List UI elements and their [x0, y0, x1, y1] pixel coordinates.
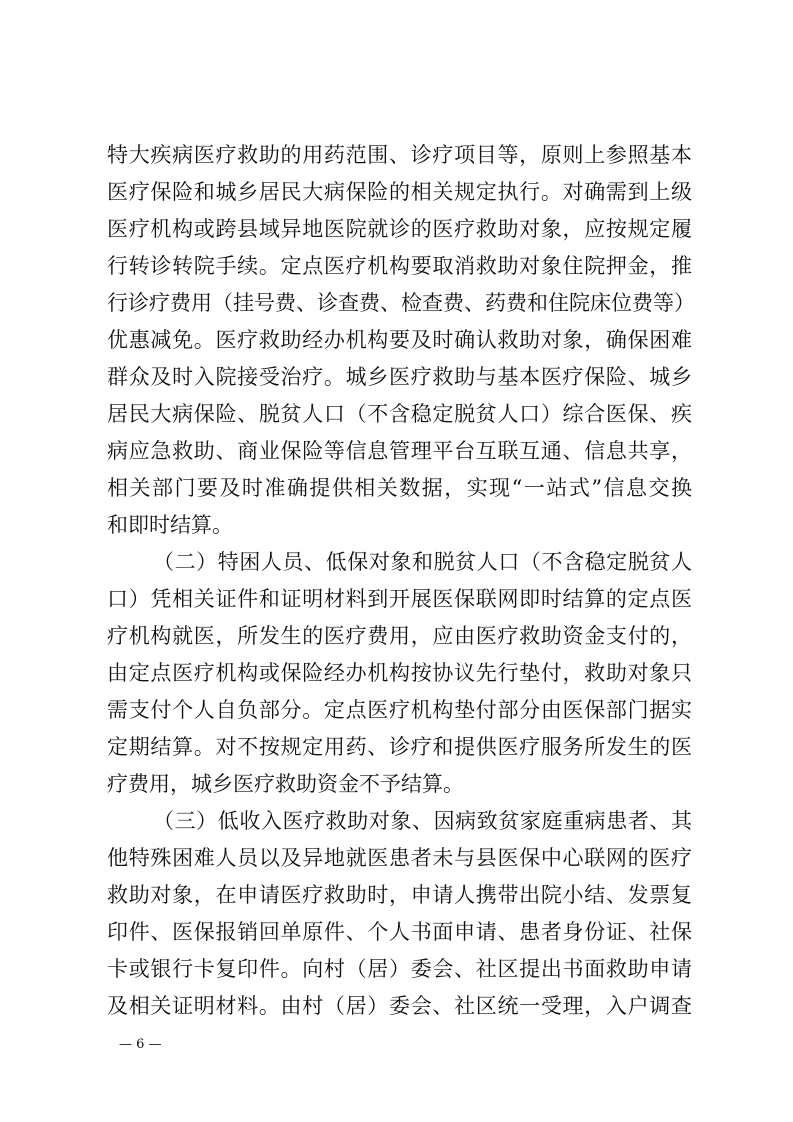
text-line: 卡或银行卡复印件。向村（居）委会、社区提出书面救助申请	[107, 957, 692, 981]
text-line: 定期结算。对不按规定用药、诊疗和提供医疗服务所发生的医	[107, 735, 692, 759]
text-line: 由定点医疗机构或保险经办机构按协议先行垫付，救助对象只	[107, 661, 692, 685]
text-line: 他特殊困难人员以及异地就医患者未与县医保中心联网的医疗	[107, 846, 692, 870]
text-line: 优惠减免。医疗救助经办机构要及时确认救助对象，确保困难	[107, 328, 692, 352]
text-line: 特大疾病医疗救助的用药范围、诊疗项目等，原则上参照基本	[107, 143, 692, 167]
text-line: 医疗保险和城乡居民大病保险的相关规定执行。对确需到上级	[107, 180, 692, 204]
text-line: 居民大病保险、脱贫人口（不含稳定脱贫人口）综合医保、疾	[107, 402, 692, 426]
text-line: 疗费用，城乡医疗救助资金不予结算。	[107, 772, 464, 796]
text-line: 行诊疗费用（挂号费、诊查费、检查费、药费和住院床位费等）	[107, 291, 695, 315]
text-line: （二）特困人员、低保对象和脱贫人口（不含稳定脱贫人	[153, 550, 692, 574]
text-line: 和即时结算。	[107, 513, 233, 537]
text-line: 口）凭相关证件和证明材料到开展医保联网即时结算的定点医	[107, 587, 692, 611]
text-line: 需支付个人自负部分。定点医疗机构垫付部分由医保部门据实	[107, 698, 692, 722]
text-line: 病应急救助、商业保险等信息管理平台互联互通、信息共享，	[107, 439, 692, 463]
page-number: — 6 —	[119, 1037, 162, 1052]
text-line: 相关部门要及时准确提供相关数据，实现“一站式”信息交换	[107, 476, 692, 500]
text-line: 印件、医保报销回单原件、个人书面申请、患者身份证、社保	[107, 920, 692, 944]
text-line: 群众及时入院接受治疗。城乡医疗救助与基本医疗保险、城乡	[107, 365, 692, 389]
text-line: 疗机构就医，所发生的医疗费用，应由医疗救助资金支付的，	[107, 624, 692, 648]
text-line: 及相关证明材料。由村（居）委会、社区统一受理，入户调查	[107, 994, 692, 1018]
text-line: （三）低收入医疗救助对象、因病致贫家庭重病患者、其	[153, 809, 692, 833]
text-line: 行转诊转院手续。定点医疗机构要取消救助对象住院押金，推	[107, 254, 692, 278]
text-line: 医疗机构或跨县域异地医院就诊的医疗救助对象，应按规定履	[107, 217, 692, 241]
text-line: 救助对象，在申请医疗救助时，申请人携带出院小结、发票复	[107, 883, 692, 907]
